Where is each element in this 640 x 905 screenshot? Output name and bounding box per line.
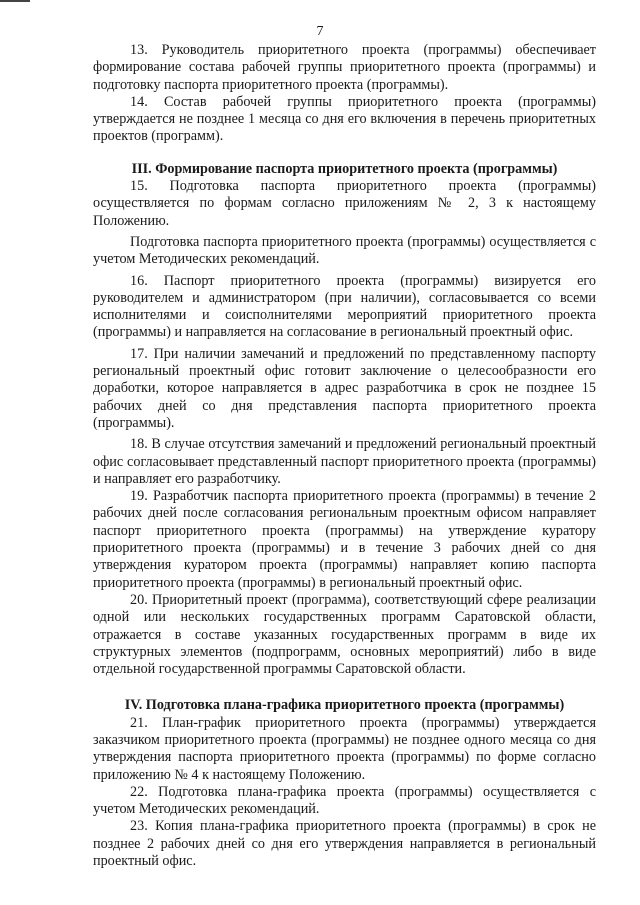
section-3-heading: III. Формирование паспорта приоритетного проекта (программы) (131, 160, 558, 177)
section-4-heading: IV. Подготовка плана-графика приоритетного проекта (программы) (124, 697, 565, 714)
paragraph-20: 20. Приоритетный проект (программа), соответствующий сфере реализации одной или нескольких государственных программ Саратовской области, отражается в составе указанных государственных программ в виде их структурных элементов (подпрограмм, основных мероприятий) либо в виде отдельной государственной программы Саратовской области. (93, 591, 596, 678)
paragraph-21: 21. План-график приоритетного проекта (программы) утверждается заказчиком приоритетного проекта (программы) не позднее одного месяца со дня утверждения паспорта приоритетного проекта (программы) по форме согласно приложению № 4 к настоящему Положению. (93, 714, 596, 783)
paragraph-22: 22. Подготовка плана-графика проекта (программы) осуществляется с учетом Методических рекомендаций. (93, 783, 596, 818)
paragraph-23: 23. Копия плана-графика приоритетного проекта (программы) в срок не позднее 2 рабочих дней со дня его утверждения направляется в региональный проектный офис. (93, 818, 596, 870)
paragraph-19: 19. Разработчик паспорта приоритетного проекта (программы) в течение 2 рабочих дней после согласования региональным проектным офисом направляет паспорт приоритетного проекта (программы) на утверждение куратору приоритетного проекта (программы) и в течение 3 рабочих дней со дня утверждения куратором проекта (программы) направляет копию паспорта приоритетного проекта (программы) в региональный проектный офис. (93, 488, 596, 591)
paragraph-13: 13. Руководитель приоритетного проекта (программы) обеспечивает формирование состава рабочей группы приоритетного проекта (программы) и подготовку паспорта приоритетного проекта (программы). (93, 42, 596, 93)
scan-corner-mark (0, 0, 30, 2)
paragraph-15: 15. Подготовка паспорта приоритетного проекта (программы) осуществляется по формам согласно приложениям № 2, 3 к настоящему Положению. (93, 178, 596, 229)
paragraph-17: 17. При наличии замечаний и предложений по представленному паспорту региональный проектный офис готовит заключение о целесообразности его доработки, которое направляется в адрес разработчика в срок не позднее 15 рабочих дней со дня представления паспорта приоритетного проекта (программы). (93, 345, 596, 431)
paragraph-14: 14. Состав рабочей группы приоритетного проекта (программы) утверждается не позднее 1 месяца со дня его включения в перечень приоритетных проектов (программ). (93, 93, 596, 145)
document-body (93, 42, 596, 870)
page-number: 7 (316, 24, 324, 39)
paragraph-16: 16. Паспорт приоритетного проекта (программы) визируется его руководителем и администратором (при наличии), согласовывается со всеми исполнителями и соисполнителями мероприятий приоритетного проекта (программы) и направляется на согласование в региональный проектный офис. (93, 272, 596, 341)
paragraph-15-note: Подготовка паспорта приоритетного проекта (программы) осуществляется с учетом Методических рекомендаций. (93, 233, 596, 268)
paragraph-18: 18. В случае отсутствия замечаний и предложений региональный проектный офис согласовывает представленный паспорт приоритетного проекта (программы) и направляет его разработчику. (93, 436, 596, 487)
